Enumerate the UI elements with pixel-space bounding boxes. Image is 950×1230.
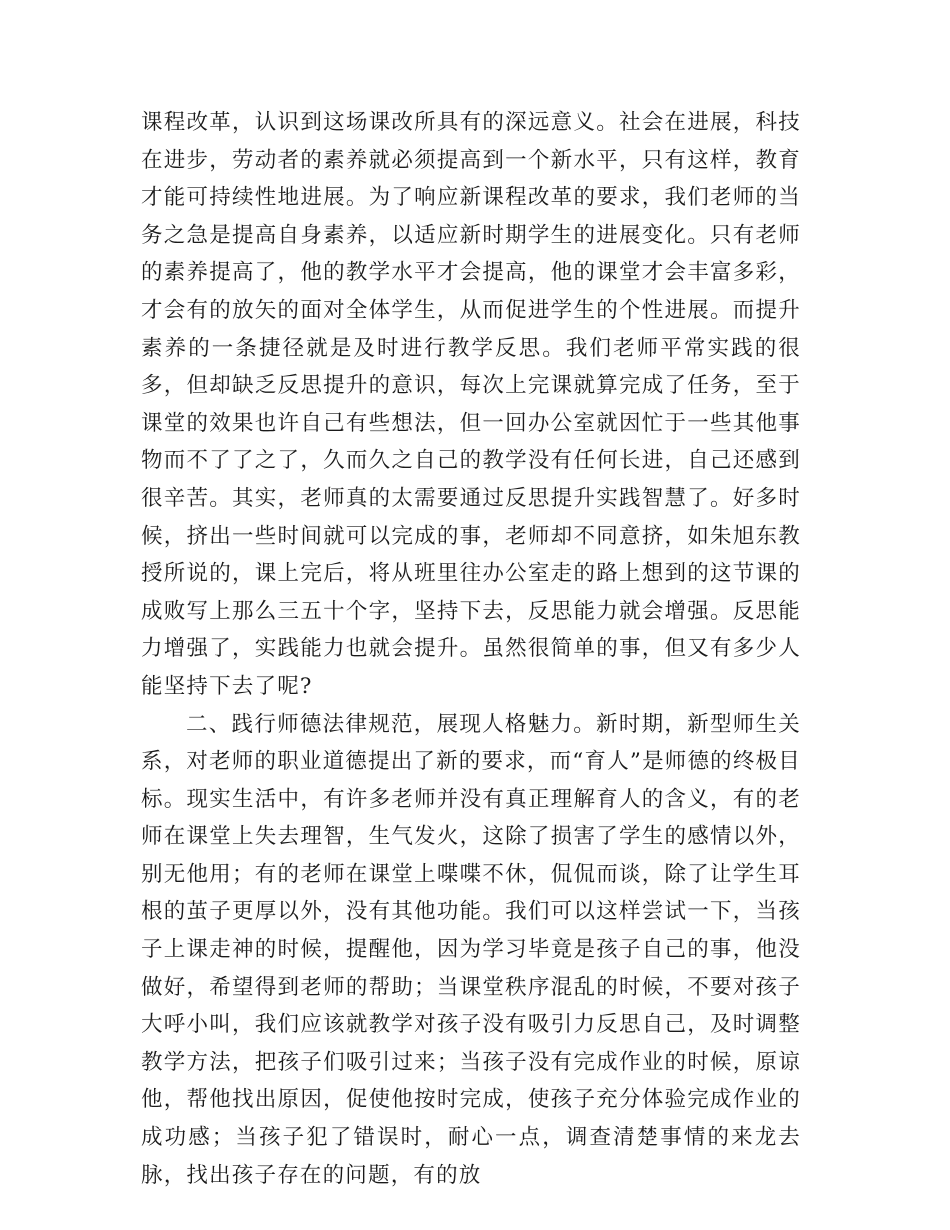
paragraph-1: 课程改革，认识到这场课改所具有的深远意义。社会在进展，科技在进步，劳动者的素养就必须提高到一个新水平，只有这样，教育才能可持续性地进展。为了响应新课程改革的要求，我们老师的当务之急是提高自身素养，以适应新时期学生的进展变化。只有老师的素养提高了，他的教学水平才会提高，他的课堂才会丰富多彩，才会有的放矢的面对全体学生，从而促进学生的个性进展。而提升素养的一条捷径就是及时进行教学反思。我们老师平常实践的很多，但却缺乏反思提升的意识，每次上完课就算完成了任务，至于课堂的效果也许自己有些想法，但一回办公室就因忙于一些其他事物而不了了之了，久而久之自己的教学没有任何长进，自己还感到很辛苦。其实，老师真的太需要通过反思提升实践智慧了。好多时候，挤出一些时间就可以完成的事，老师却不同意挤，如朱旭东教授所说的，课上完后，将从班里往办公室走的路上想到的这节课的成败写上那么三五十个字，坚持下去，反思能力就会增强。反思能力增强了，实践能力也就会提升。虽然很简单的事，但又有多少人能坚持下去了呢? xyxy=(141,110,801,699)
body-text xyxy=(141,104,801,1194)
paragraph-2: 二、践行师德法律规范，展现人格魅力。新时期，新型师生关系，对老师的职业道德提出了新的要求，而“育人”是师德的终极目标。现实生活中，有许多老师并没有真正理解育人的含义，有的老师在课堂上失去理智，生气发火，这除了损害了学生的感情以外，别无他用；有的老师在课堂上喋喋不休，侃侃而谈，除了让学生耳根的茧子更厚以外，没有其他功能。我们可以这样尝试一下，当孩子上课走神的时候，提醒他，因为学习毕竟是孩子自己的事，他没做好，希望得到老师的帮助；当课堂秩序混乱的时候，不要对孩子大呼小叫，我们应该就教学对孩子没有吸引力反思自己，及时调整教学方法，把孩子们吸引过来；当孩子没有完成作业的时候，原谅他，帮他找出原因，促使他按时完成，使孩子充分体验完成作业的成功感；当孩子犯了错误时，耐心一点，调查清楚事情的来龙去脉，找出孩子存在的问题，有的放 xyxy=(141,711,801,1188)
